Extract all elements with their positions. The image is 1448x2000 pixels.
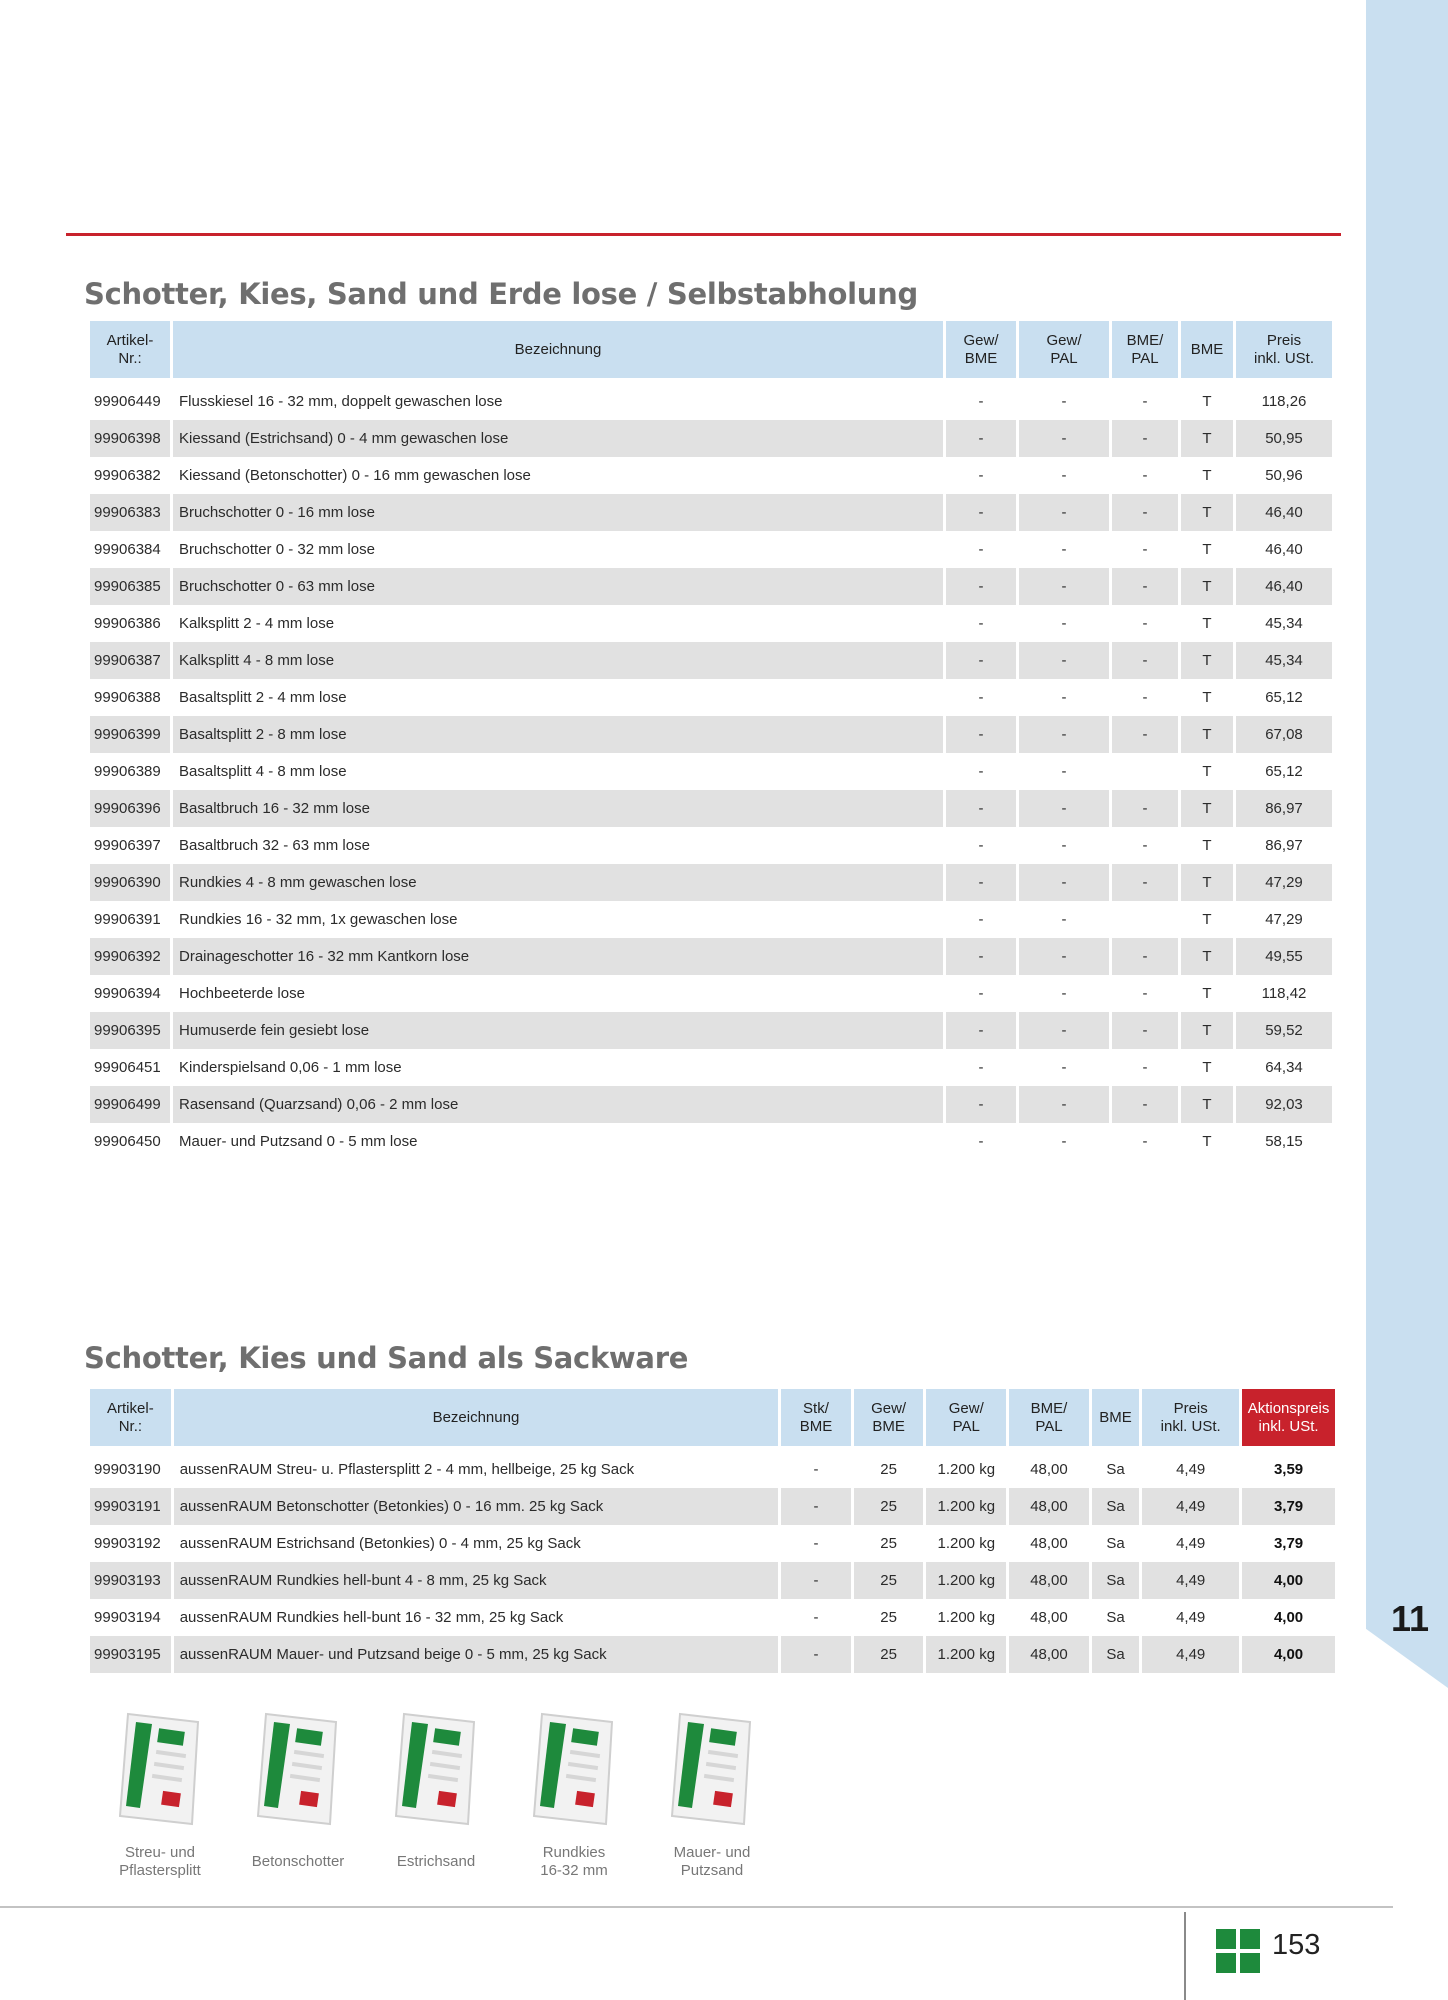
table-cell: - — [1061, 1133, 1067, 1150]
table-cell: - — [781, 1562, 851, 1599]
table-cell: 99906398 — [90, 420, 170, 457]
table-cell: Rasensand (Quarzsand) 0,06 - 2 mm lose — [173, 1086, 943, 1123]
table-cell: Bruchschotter 0 - 32 mm lose — [179, 541, 375, 558]
table-cell: - — [1142, 615, 1148, 632]
table-cell: Kinderspielsand 0,06 - 1 mm lose — [179, 1059, 402, 1076]
chapter-side-tab — [1366, 0, 1448, 1688]
table-cell: aussenRAUM Rundkies hell-bunt 16 - 32 mm, 25 kg Sack — [179, 1609, 564, 1626]
table-cell: 4,00 — [1242, 1562, 1335, 1599]
table-cell: 99903195 — [90, 1636, 171, 1673]
col-header-preis: Preis inkl. USt. — [1236, 321, 1332, 383]
table-cell: aussenRAUM Mauer- und Putzsand beige 0 - 5 mm, 25 kg Sack — [174, 1636, 778, 1673]
table-cell: 50,96 — [1265, 467, 1303, 484]
sack-icon — [382, 1708, 490, 1830]
table-cell: - — [1061, 763, 1067, 780]
footer-rule — [0, 1906, 1393, 1908]
table-cell: T — [1202, 467, 1212, 484]
table-cell: - — [1112, 790, 1178, 827]
table-cell: 47,29 — [1236, 864, 1332, 901]
col-header-artikel: Artikel- Nr.: — [90, 1389, 171, 1451]
table-row — [90, 420, 1332, 457]
table-cell: - — [946, 938, 1016, 975]
table-cell: Sa — [1106, 1535, 1125, 1552]
table-cell: - — [946, 1086, 1016, 1123]
loose-material-table — [87, 321, 1335, 1160]
table-cell: 4,49 — [1176, 1535, 1206, 1552]
table-row — [90, 1599, 1335, 1636]
table-cell: Sa — [1106, 1461, 1125, 1478]
table-cell: - — [978, 541, 984, 558]
sack-icon — [658, 1708, 766, 1830]
table-cell: - — [946, 494, 1016, 531]
table-cell: 65,12 — [1265, 763, 1303, 780]
table-row — [90, 790, 1332, 827]
table-cell: 99903193 — [90, 1562, 171, 1599]
table-cell: Flusskiesel 16 - 32 mm, doppelt gewaschen lose — [179, 393, 503, 410]
table-cell: 99903192 — [94, 1535, 161, 1552]
table-cell: - — [1019, 568, 1109, 605]
table-cell: - — [946, 642, 1016, 679]
col-header-gew-pal: Gew/ PAL — [1019, 321, 1109, 383]
table-cell: - — [946, 420, 1016, 457]
table-cell: - — [1061, 837, 1067, 854]
table-cell: Basaltsplitt 2 - 4 mm lose — [179, 689, 347, 706]
table-row — [90, 753, 1332, 790]
table-cell: 25 — [854, 1562, 924, 1599]
table-row — [90, 1086, 1332, 1123]
sack-icon — [106, 1708, 214, 1830]
col-header-bme-pal: BME/ PAL — [1112, 321, 1178, 383]
table-row — [90, 1562, 1335, 1599]
table-cell: aussenRAUM Rundkies hell-bunt 4 - 8 mm, 25 kg Sack — [174, 1562, 778, 1599]
table-cell: 92,03 — [1236, 1086, 1332, 1123]
table-cell: 118,42 — [1261, 985, 1307, 1002]
table-cell: Kalksplitt 2 - 4 mm lose — [179, 615, 335, 632]
table-cell: 46,40 — [1236, 568, 1332, 605]
table-cell: - — [978, 615, 984, 632]
table-cell: 4,49 — [1142, 1488, 1239, 1525]
table-cell: 48,00 — [1030, 1535, 1068, 1552]
table-row — [90, 1451, 1335, 1488]
table-row — [90, 1488, 1335, 1525]
table-cell: 99903190 — [94, 1461, 161, 1478]
table-cell: T — [1181, 864, 1233, 901]
table-cell: T — [1202, 393, 1212, 410]
table-cell: Rundkies 16 - 32 mm, 1x gewaschen lose — [179, 911, 458, 928]
table-cell: 4,49 — [1176, 1609, 1206, 1626]
product-item — [372, 1708, 500, 1871]
header-red-rule — [66, 233, 1341, 236]
table-cell: aussenRAUM Betonschotter (Betonkies) 0 - 16 mm. 25 kg Sack — [174, 1488, 778, 1525]
table-cell: 99906387 — [90, 642, 170, 679]
table-cell: - — [946, 716, 1016, 753]
table-cell: 1.200 kg — [926, 1488, 1006, 1525]
table-cell: 64,34 — [1265, 1059, 1303, 1076]
col-header-gew-bme: Gew/ BME — [854, 1389, 924, 1451]
table-cell: 99906384 — [94, 541, 161, 558]
table-row — [90, 975, 1332, 1012]
col-header-bme: BME — [1092, 1389, 1139, 1451]
table-cell: 48,00 — [1030, 1461, 1068, 1478]
table-cell: - — [1142, 1133, 1148, 1150]
product-caption: Streu- und Pflastersplitt — [119, 1844, 201, 1879]
table-cell: 99906394 — [94, 985, 161, 1002]
table-cell: Humuserde fein gesiebt lose — [173, 1012, 943, 1049]
table-cell: 99906499 — [90, 1086, 170, 1123]
product-item — [234, 1708, 362, 1871]
table-cell: 99906397 — [94, 837, 161, 854]
table-cell: Bruchschotter 0 - 63 mm lose — [173, 568, 943, 605]
table-row — [90, 531, 1332, 568]
col-header-bezeichnung: Bezeichnung — [174, 1389, 778, 1451]
table-cell: - — [1061, 615, 1067, 632]
table-cell: - — [978, 467, 984, 484]
table-cell: 1.200 kg — [926, 1636, 1006, 1673]
table-cell: aussenRAUM Streu- u. Pflastersplitt 2 - 4 mm, hellbeige, 25 kg Sack — [179, 1461, 635, 1478]
table-cell: 49,55 — [1236, 938, 1332, 975]
table-cell: T — [1202, 689, 1212, 706]
product-item — [510, 1708, 638, 1880]
table-cell: - — [1019, 494, 1109, 531]
table-cell: - — [1112, 1012, 1178, 1049]
table-cell: - — [1142, 467, 1148, 484]
table-cell: 4,49 — [1176, 1461, 1206, 1478]
table-cell: 4,49 — [1142, 1636, 1239, 1673]
table-row — [90, 568, 1332, 605]
table-cell: 99906386 — [94, 615, 161, 632]
table-cell: - — [1019, 1012, 1109, 1049]
product-caption: Mauer- und Putzsand — [673, 1844, 751, 1879]
table-cell: 86,97 — [1236, 790, 1332, 827]
table-cell: 99906383 — [90, 494, 170, 531]
table-cell: - — [781, 1488, 851, 1525]
table-row — [90, 1123, 1332, 1160]
table-cell: T — [1202, 541, 1212, 558]
table-cell: 25 — [880, 1609, 897, 1626]
table-cell: Sa — [1092, 1562, 1139, 1599]
table-cell: 25 — [854, 1636, 924, 1673]
table-row — [90, 938, 1332, 975]
table-cell: T — [1181, 1086, 1233, 1123]
table-cell: - — [1112, 1086, 1178, 1123]
table-cell: - — [946, 790, 1016, 827]
table-cell: 48,00 — [1030, 1609, 1068, 1626]
section2-title: Schotter, Kies und Sand als Sackware — [84, 1341, 689, 1375]
product-item — [96, 1708, 224, 1880]
table-cell: Kiessand (Betonschotter) 0 - 16 mm gewaschen lose — [179, 467, 531, 484]
table-cell: - — [1061, 985, 1067, 1002]
table-cell: 46,40 — [1265, 541, 1303, 558]
table-cell: T — [1202, 911, 1212, 928]
table-row — [90, 901, 1332, 938]
table-cell: 59,52 — [1236, 1012, 1332, 1049]
table-cell: 1.200 kg — [937, 1535, 996, 1552]
footer-divider — [1184, 1912, 1186, 2000]
brand-logo-icon — [1216, 1929, 1260, 1973]
table-cell: - — [1061, 689, 1067, 706]
table-cell: 48,00 — [1009, 1636, 1089, 1673]
table-cell: 118,26 — [1261, 393, 1307, 410]
table-cell: - — [946, 1012, 1016, 1049]
sack-icon — [520, 1708, 628, 1830]
table-cell: - — [1142, 393, 1148, 410]
col-header-preis: Preis inkl. USt. — [1142, 1389, 1239, 1451]
table-cell: 99906388 — [94, 689, 161, 706]
table-row — [90, 1049, 1332, 1086]
table-cell: - — [1142, 1059, 1148, 1076]
table-row — [90, 827, 1332, 864]
table-cell: Hochbeeterde lose — [179, 985, 305, 1002]
table-cell: 45,34 — [1265, 615, 1303, 632]
table-cell: 48,00 — [1009, 1488, 1089, 1525]
table-cell — [1112, 901, 1178, 938]
table-row — [90, 457, 1332, 494]
table-cell: - — [1112, 938, 1178, 975]
table-cell: Kalksplitt 4 - 8 mm lose — [173, 642, 943, 679]
table-cell: - — [1112, 568, 1178, 605]
table-cell: - — [1019, 1086, 1109, 1123]
table-cell: T — [1202, 985, 1212, 1002]
table-cell: Sa — [1092, 1488, 1139, 1525]
table-cell: 99906390 — [90, 864, 170, 901]
table-row — [90, 383, 1332, 420]
table-cell: 99906391 — [94, 911, 161, 928]
table-cell: 99906395 — [90, 1012, 170, 1049]
table-cell: 99906385 — [90, 568, 170, 605]
product-gallery — [96, 1708, 786, 1888]
table-row — [90, 679, 1332, 716]
col-header-artikel: Artikel- Nr.: — [90, 321, 170, 383]
table-cell: T — [1181, 938, 1233, 975]
table-cell: 25 — [854, 1488, 924, 1525]
table-cell: - — [1112, 642, 1178, 679]
table-cell: - — [1142, 985, 1148, 1002]
table-cell: 45,34 — [1236, 642, 1332, 679]
col-header-gew-bme: Gew/ BME — [946, 321, 1016, 383]
table-cell: - — [1061, 1059, 1067, 1076]
table-cell: Basaltbruch 16 - 32 mm lose — [173, 790, 943, 827]
section1-title: Schotter, Kies, Sand und Erde lose / Selbstabholung — [84, 277, 918, 311]
table-row — [90, 716, 1332, 753]
table-row — [90, 642, 1332, 679]
table-cell: - — [1019, 642, 1109, 679]
table-cell: - — [813, 1535, 819, 1552]
table-cell: - — [1142, 689, 1148, 706]
table-cell: - — [1061, 541, 1067, 558]
table-cell: 99903191 — [90, 1488, 171, 1525]
table-cell: 1.200 kg — [937, 1461, 996, 1478]
table-cell: - — [978, 1059, 984, 1076]
product-caption: Betonschotter — [251, 1853, 345, 1870]
table-cell: 99906382 — [94, 467, 161, 484]
product-caption: Estrichsand — [396, 1853, 476, 1870]
table-row — [90, 605, 1332, 642]
table-cell: - — [1019, 716, 1109, 753]
table-cell: - — [1112, 494, 1178, 531]
table-cell: 99906450 — [94, 1133, 161, 1150]
table-cell: - — [781, 1636, 851, 1673]
table-cell: - — [1142, 837, 1148, 854]
table-cell: - — [1019, 790, 1109, 827]
table-cell: Drainageschotter 16 - 32 mm Kantkorn lose — [173, 938, 943, 975]
table-row — [90, 1636, 1335, 1673]
table-cell: - — [978, 1133, 984, 1150]
table-cell: - — [1112, 420, 1178, 457]
table-cell: T — [1181, 790, 1233, 827]
table-cell: Basaltsplitt 4 - 8 mm lose — [179, 763, 347, 780]
table-cell — [1112, 753, 1178, 790]
table-cell: T — [1202, 1059, 1212, 1076]
table-cell: 99906396 — [90, 790, 170, 827]
table-cell: 99906451 — [94, 1059, 161, 1076]
table-cell: - — [1019, 938, 1109, 975]
table-cell: - — [813, 1461, 819, 1478]
table-cell: 46,40 — [1236, 494, 1332, 531]
table-cell: 50,95 — [1236, 420, 1332, 457]
table-row — [90, 1012, 1332, 1049]
table-cell: - — [978, 393, 984, 410]
table-cell: - — [946, 568, 1016, 605]
table-cell: 67,08 — [1236, 716, 1332, 753]
col-header-stk-bme: Stk/ BME — [781, 1389, 851, 1451]
table-cell: - — [1142, 541, 1148, 558]
table-cell: 99903194 — [94, 1609, 161, 1626]
table-cell: 99906449 — [94, 393, 161, 410]
table-cell: - — [978, 985, 984, 1002]
table-cell: Sa — [1092, 1636, 1139, 1673]
table-cell: T — [1202, 1133, 1212, 1150]
table-cell: - — [946, 864, 1016, 901]
table-cell: - — [978, 689, 984, 706]
table-cell: 1.200 kg — [937, 1609, 996, 1626]
table-cell: Kiessand (Estrichsand) 0 - 4 mm gewaschen lose — [173, 420, 943, 457]
table-cell: Bruchschotter 0 - 16 mm lose — [173, 494, 943, 531]
table-cell: Mauer- und Putzsand 0 - 5 mm lose — [179, 1133, 418, 1150]
table-cell: 4,00 — [1273, 1609, 1304, 1626]
table-cell: T — [1181, 642, 1233, 679]
col-header-bme-pal: BME/ PAL — [1009, 1389, 1089, 1451]
table-row — [90, 494, 1332, 531]
table-cell: - — [813, 1609, 819, 1626]
table-cell: Sa — [1106, 1609, 1125, 1626]
table-cell: 4,00 — [1242, 1636, 1335, 1673]
table-cell: 58,15 — [1265, 1133, 1303, 1150]
table-cell: - — [1061, 467, 1067, 484]
table-cell: - — [1019, 864, 1109, 901]
table-cell: 1.200 kg — [926, 1562, 1006, 1599]
table-cell: 86,97 — [1265, 837, 1303, 854]
table-cell: T — [1181, 1012, 1233, 1049]
sack-icon — [244, 1708, 352, 1830]
table-cell: 25 — [880, 1461, 897, 1478]
table-cell: 3,79 — [1273, 1535, 1304, 1552]
table-cell: 25 — [880, 1535, 897, 1552]
product-item — [648, 1708, 776, 1880]
table-cell: Basaltsplitt 2 - 8 mm lose — [173, 716, 943, 753]
table-cell: T — [1202, 837, 1212, 854]
table-cell: 99906399 — [90, 716, 170, 753]
table-cell: T — [1202, 763, 1212, 780]
product-caption: Rundkies 16-32 mm — [540, 1844, 608, 1879]
table-cell: T — [1181, 420, 1233, 457]
col-header-aktionspreis: Aktionspreis inkl. USt. — [1242, 1389, 1335, 1451]
table-cell: T — [1181, 494, 1233, 531]
col-header-bme: BME — [1181, 321, 1233, 383]
table-cell: - — [1061, 393, 1067, 410]
chapter-number: 11 — [1390, 1598, 1430, 1639]
table-cell: Rundkies 4 - 8 mm gewaschen lose — [173, 864, 943, 901]
table-cell: Basaltbruch 32 - 63 mm lose — [179, 837, 370, 854]
table-cell: - — [1061, 911, 1067, 928]
table-cell: 3,79 — [1242, 1488, 1335, 1525]
table-cell: - — [1112, 716, 1178, 753]
table-cell: - — [1019, 420, 1109, 457]
table-cell: - — [978, 763, 984, 780]
table-cell: T — [1181, 716, 1233, 753]
col-header-gew-pal: Gew/ PAL — [926, 1389, 1006, 1451]
table-row — [90, 864, 1332, 901]
table-cell: - — [1112, 864, 1178, 901]
table-cell: 47,29 — [1265, 911, 1303, 928]
sack-material-table — [87, 1389, 1338, 1673]
table-cell: 99906392 — [90, 938, 170, 975]
col-header-bezeichnung: Bezeichnung — [173, 321, 943, 383]
table-row — [90, 1525, 1335, 1562]
table-cell: T — [1181, 568, 1233, 605]
table-cell: aussenRAUM Estrichsand (Betonkies) 0 - 4 mm, 25 kg Sack — [179, 1535, 581, 1552]
table-cell: - — [978, 837, 984, 854]
table-cell: 4,49 — [1142, 1562, 1239, 1599]
table-cell: 65,12 — [1265, 689, 1303, 706]
table-cell: T — [1202, 615, 1212, 632]
table-cell: 3,59 — [1273, 1461, 1304, 1478]
table-cell: - — [978, 911, 984, 928]
table-cell: 48,00 — [1009, 1562, 1089, 1599]
table-cell: 99906389 — [94, 763, 161, 780]
page-number: 153 — [1272, 1929, 1321, 1961]
